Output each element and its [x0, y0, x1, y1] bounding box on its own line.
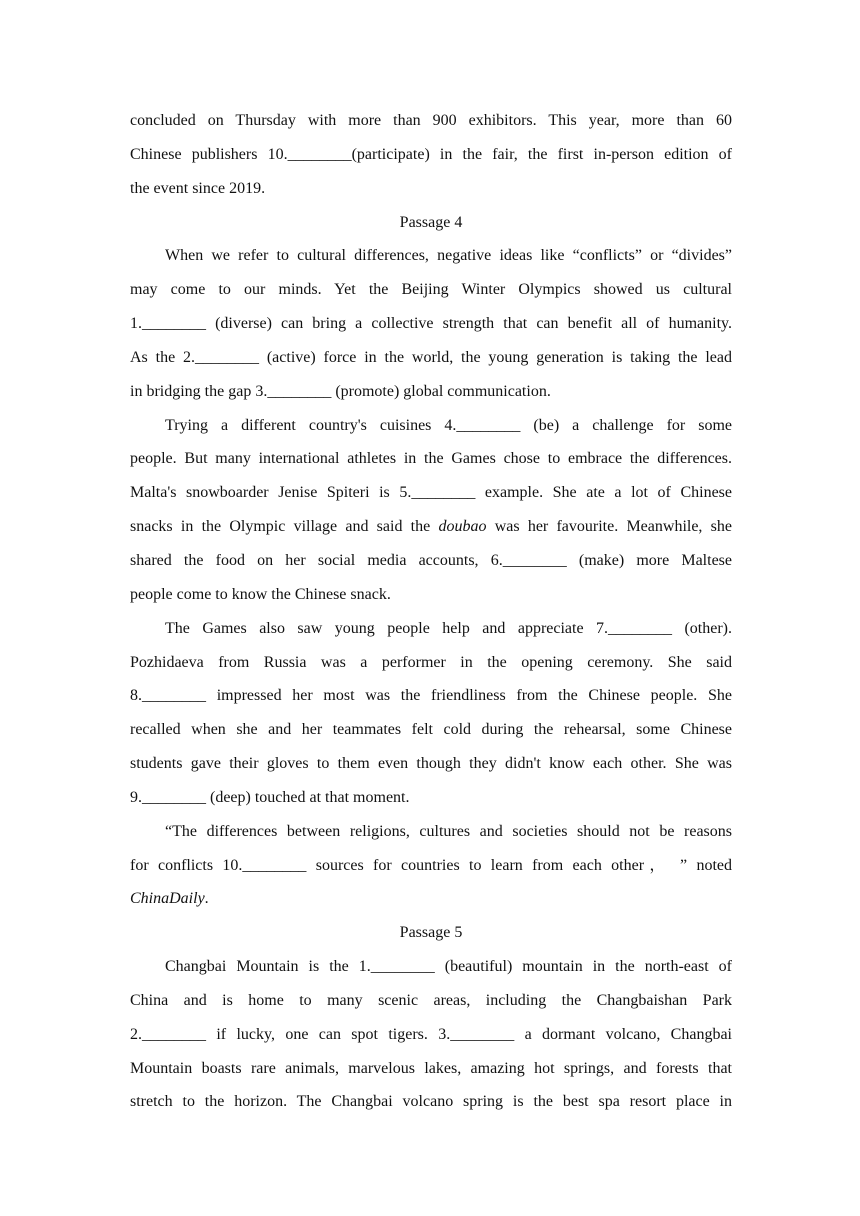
text-line: Changbai Mountain is the 1.________ (beautiful) mountain in the north-east of: [165, 958, 732, 976]
text-line: As the 2.________ (active) force in the world, the young generation is taking the lead: [130, 348, 732, 366]
text-line: for conflicts 10.________ sources for countries to learn from each other， ” noted: [130, 856, 732, 874]
text-line: stretch to the horizon. The Changbai volcano spring is the best spa resort place in: [130, 1093, 732, 1111]
text-line: The Games also saw young people help and appreciate 7.________ (other).: [165, 619, 732, 637]
text-run: was her favourite. Meanwhile, she: [486, 518, 732, 536]
text-line: Chinese publishers 10.________(participate) in the fair, the first in-person edition of: [130, 145, 732, 163]
text-line: the event since 2019.: [130, 179, 266, 197]
passage-5-heading: Passage 5: [399, 924, 463, 942]
text-run: snacks in the Olympic village and said the: [130, 518, 439, 536]
passage-4-paragraph-4: [130, 815, 732, 917]
text-line: may come to our minds. Yet the Beijing Winter Olympics showed us cultural: [130, 281, 732, 299]
text-line: recalled when she and her teammates felt cold during the rehearsal, some Chinese: [130, 721, 732, 739]
text-run: .: [204, 890, 209, 908]
passage-5-paragraph-1: [130, 950, 732, 1119]
document-page: [130, 104, 732, 1119]
text-line: concluded on Thursday with more than 900 exhibitors. This year, more than 60: [130, 112, 732, 129]
italic-term: ChinaDaily: [130, 890, 205, 908]
text-line: When we refer to cultural differences, negative ideas like “conflicts” or “divides”: [165, 247, 732, 265]
text-line: [130, 510, 732, 544]
text-line: shared the food on her social media accounts, 6.________ (make) more Maltese: [130, 551, 732, 569]
passage-4-paragraph-3: [130, 612, 732, 815]
text-line: 1.________ (diverse) can bring a collective strength that can benefit all of humanity.: [130, 315, 732, 333]
text-line: students gave their gloves to them even though they didn't know each other. She was: [130, 755, 732, 773]
text-line: people. But many international athletes in the Games chose to embrace the differences.: [130, 450, 732, 468]
passage-4-heading: Passage 4: [399, 213, 463, 231]
text-line: [130, 882, 732, 916]
passage-4-paragraph-2: [130, 409, 732, 612]
text-line: 9.________ (deep) touched at that moment.: [130, 788, 410, 806]
text-line: Mountain boasts rare animals, marvelous lakes, amazing hot springs, and forests that: [130, 1059, 732, 1077]
text-line: Pozhidaeva from Russia was a performer in the opening ceremony. She said: [130, 653, 732, 671]
passage-4-paragraph-1: [130, 239, 732, 408]
text-line: 8.________ impressed her most was the friendliness from the Chinese people. She: [130, 687, 732, 705]
text-line: Trying a different country's cuisines 4.________ (be) a challenge for some: [165, 416, 732, 434]
passage-3-tail: [130, 104, 732, 206]
text-line: “The differences between religions, cultures and societies should not be reasons: [165, 822, 732, 840]
text-line: people come to know the Chinese snack.: [130, 585, 391, 603]
text-line: Malta's snowboarder Jenise Spiteri is 5.________ example. She ate a lot of Chinese: [130, 484, 732, 502]
text-line: in bridging the gap 3.________ (promote) global communication.: [130, 382, 551, 400]
text-line: 2.________ if lucky, one can spot tigers. 3.________ a dormant volcano, Changbai: [130, 1025, 732, 1043]
text-line: China and is home to many scenic areas, including the Changbaishan Park: [130, 991, 732, 1009]
italic-term: doubao: [438, 518, 487, 536]
